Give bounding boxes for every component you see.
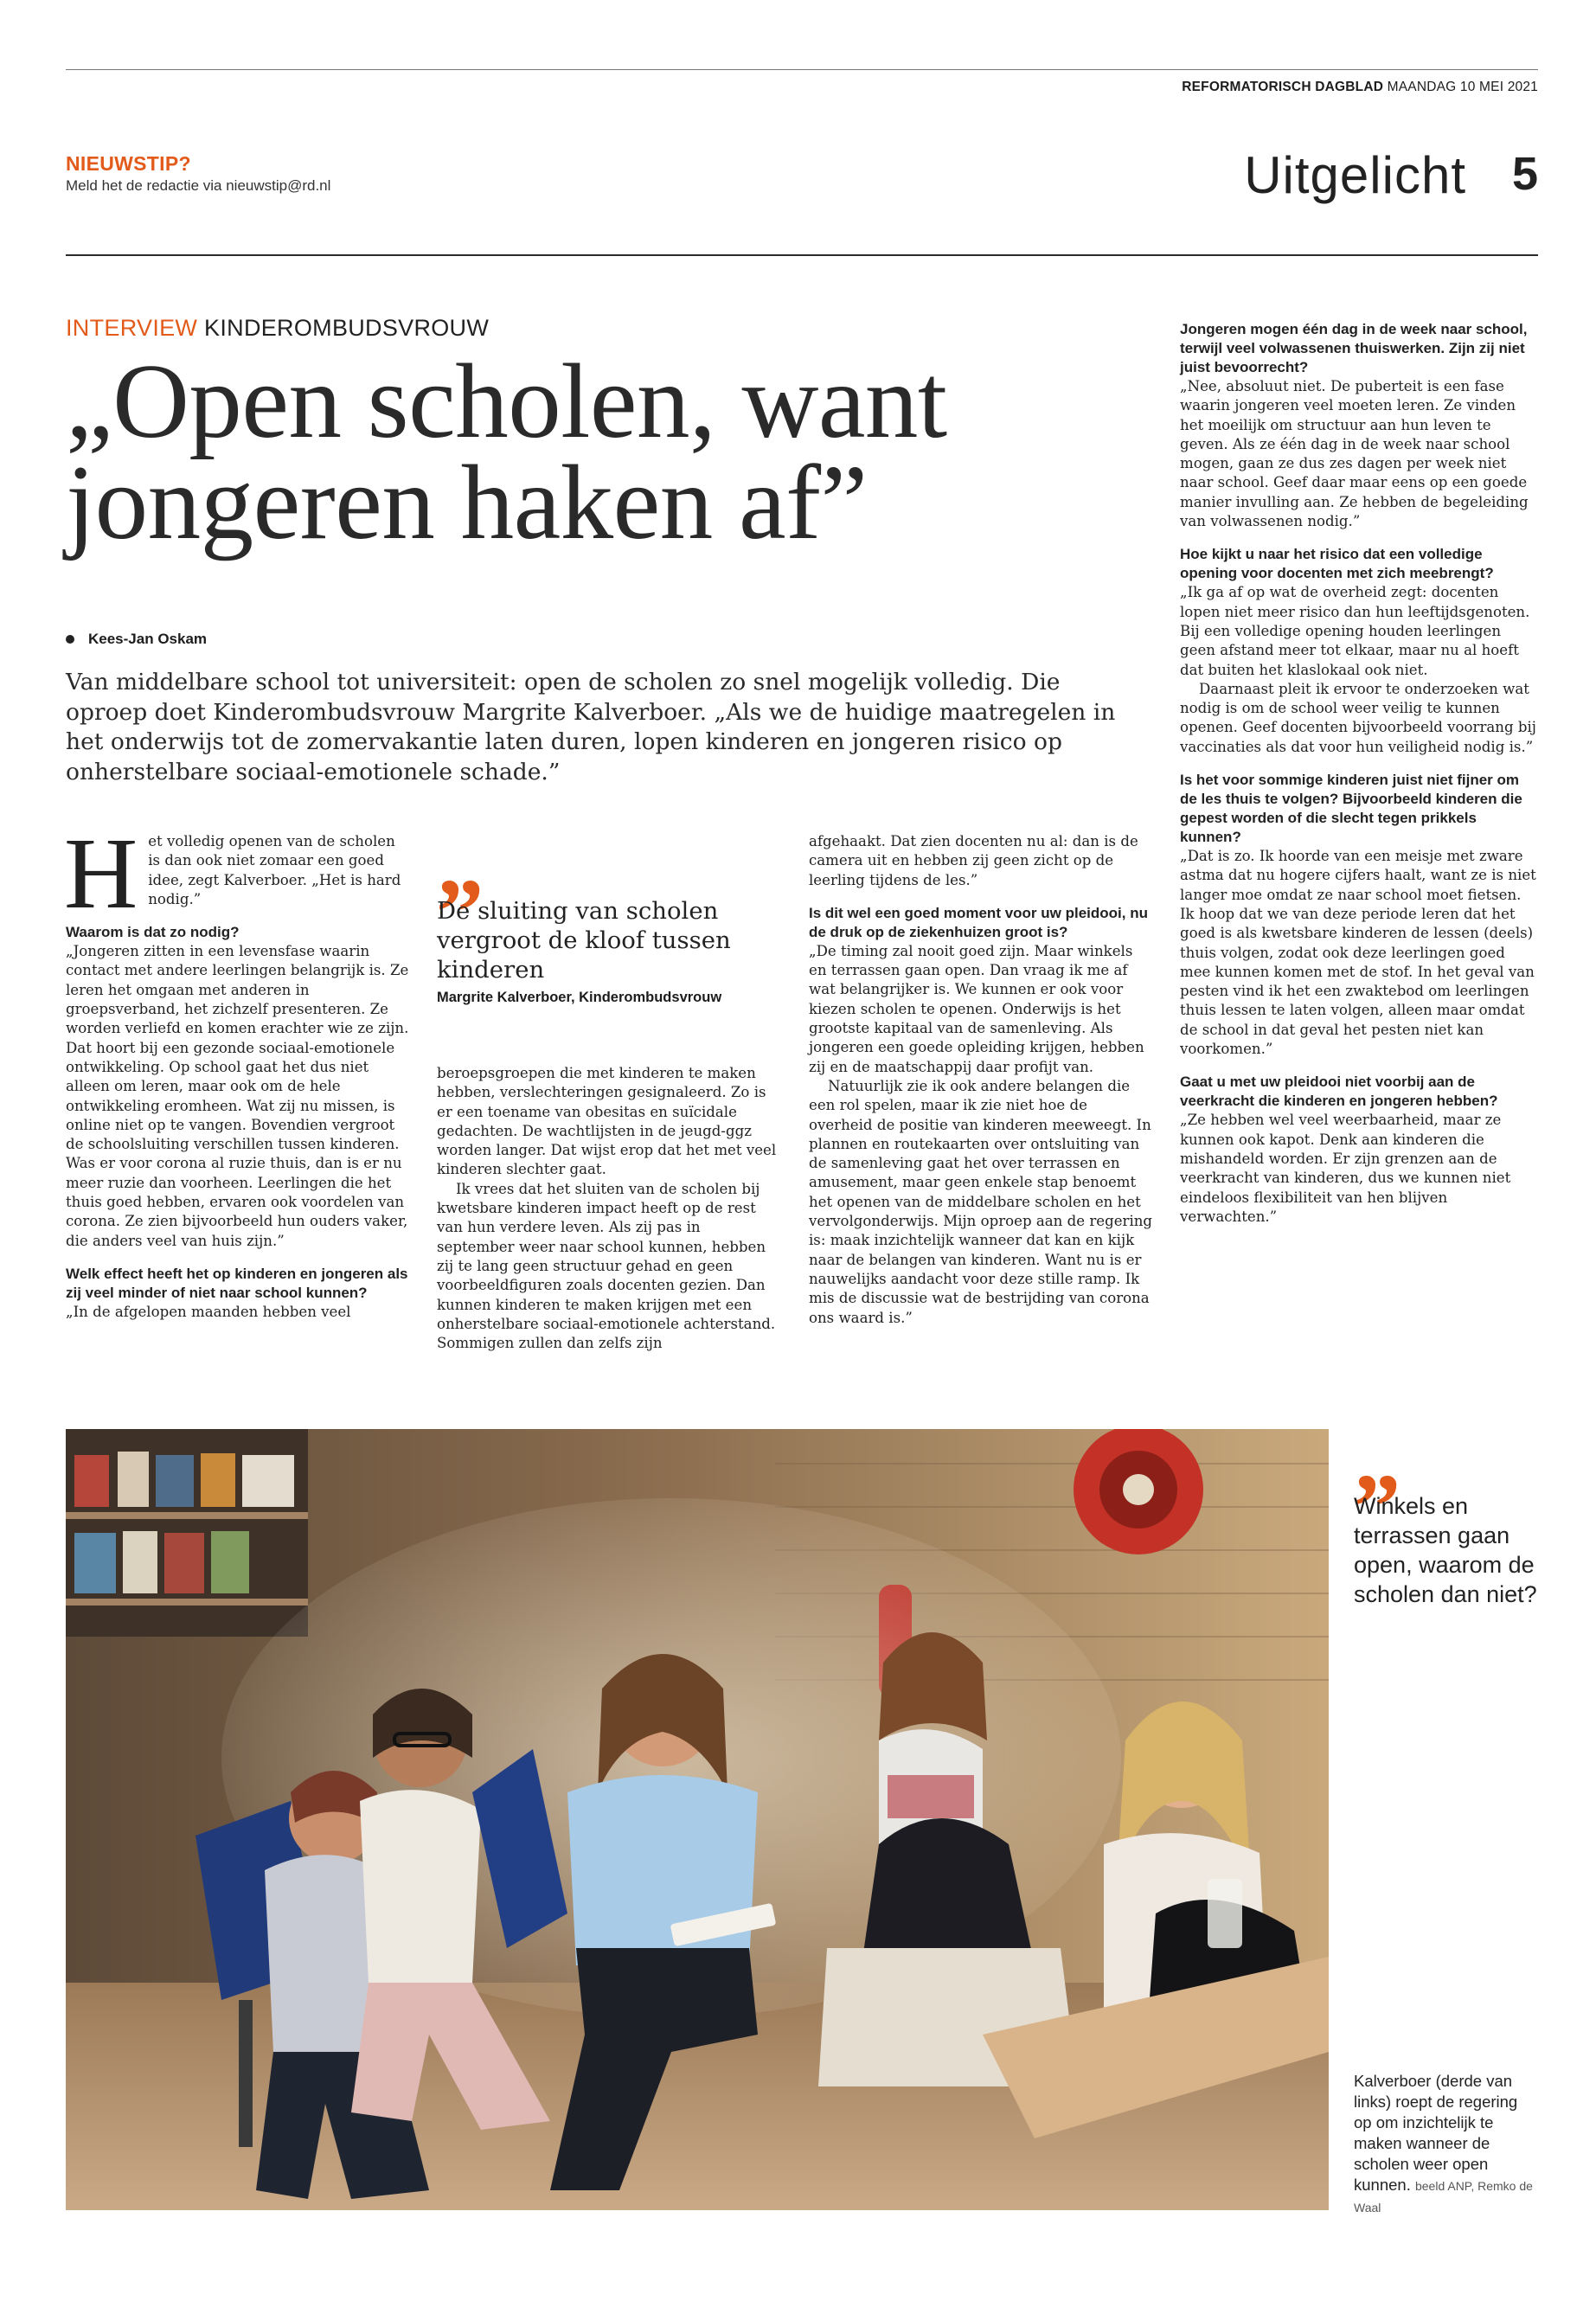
photo-credit: beeld ANP, Remko de Waal (1354, 2179, 1533, 2214)
top-rule (66, 69, 1538, 70)
headline (66, 342, 1147, 561)
page-number: 5 (1511, 148, 1538, 200)
interview-answer: „De timing zal nooit goed zijn. Maar winkels en terrassen gaan open. Dan vraag ik me af wat belangrijker is. We kunnen er ook voor kiezen scholen te openen. Onderwijs is het grootste kapitaal van de samenleving. Als jongeren een goede opleiding krijgen, hebben zij en de maatschappij daar profijt van. (809, 942, 1144, 1075)
author-name: Kees-Jan Oskam (88, 631, 208, 647)
paper-name: REFORMATORISCH DAGBLAD (1182, 80, 1384, 94)
lead-text: et volledig openen van de scholen is dan ook niet zomaar een goed idee, zegt Kalverboer. „Het is hard nodig.” (148, 833, 401, 907)
bullet-icon (66, 635, 74, 644)
interview-answer: „Ik ga af op wat de overheid zegt: docenten lopen niet meer risico dan hun leeftijdsgenoten. Bij een volledige opening houden leerlingen geen afstand meer tot elkaar, maar nu al hoeft dat buiten het klaslokaal ook niet. (1180, 584, 1530, 678)
article-column-2 (437, 1064, 781, 1353)
pull-quote-text: De sluiting van scholen vergroot de kloof tussen kinderen (437, 897, 731, 984)
article-column-1 (64, 817, 410, 1322)
interview-question: Waarom is dat zo nodig? (66, 924, 240, 941)
section-title: Uitgelicht (1244, 146, 1466, 204)
article-column-3 (809, 832, 1153, 1328)
issue-date: MAANDAG 10 MEI 2021 (1387, 80, 1538, 94)
side-pull-quote-text: Winkels en terrassen gaan open, waarom de scholen dan niet? (1354, 1493, 1537, 1607)
interview-question: Is dit wel een goed moment voor uw pleidooi, nu de druk op de ziekenhuizen groot is? (809, 904, 1148, 940)
body-paragraph: Ik vrees dat het sluiten van de scholen bij kwetsbare kinderen impact heeft op de rest van hun verdere leven. Als zij pas in september weer naar school kunnen, hebben zij te lang geen structuur gehad en geen voorbeeldfiguren zoals docenten gezien. Dan kunnen kinderen te maken krijgen met een onherstelbare sociaal-emotionele achterstand. Sommigen zullen dan zelfs zijn (437, 1180, 776, 1352)
interview-answer: Natuurlijk zie ik ook andere belangen die een rol spelen, maar ik zie niet hoe de overheid de positie van kinderen meeweegt. In plannen en routekaarten over ontsluiting van de samenleving gaat het over terrassen en amusement, maar geen enkele stap benoemt het openen van de middelbare scholen en het vervolgonderwijs. Mijn oproep aan de regering is: maak inzichtelijk wanneer dat kan en kijk naar de belangen van kinderen. Want nu is er nauwelijks aandacht voor deze stille ramp. Ik mis de discussie wat de bestrijding van corona ons waard is.” (809, 1077, 1153, 1326)
side-pull-quote (1354, 1405, 1544, 1609)
quote-mark-icon: „ (1354, 1405, 1393, 1510)
interview-question: Is het voor sommige kinderen juist niet fijner om de les thuis te volgen? Bijvoorbeeld kinderen die gepest worden of die slecht tegen prikkels kunnen? (1180, 772, 1522, 846)
interview-answer: „Ze hebben wel veel weerbaarheid, maar ze kunnen ook kapot. Denk aan kinderen die mishandeld worden. Er zijn grenzen aan de veerkracht van kinderen, dus we kunnen niet eindeloos flexibiliteit van hen blijven verwachten.” (1180, 1112, 1511, 1225)
interview-question: Welk effect heeft het op kinderen en jongeren als zij veel minder of niet naar school kunnen? (66, 1265, 408, 1301)
headline-line: „Open scholen, want (66, 342, 947, 460)
interview-answer: „Jongeren zitten in een levensfase waarin contact met andere leerlingen belangrijk is. Ze leren het omgaan met anderen in groepsverband, het zichzelf presenteren. Ze worden verliefd en komen erachter wie ze zijn. Dat hoort bij een gezonde sociaal-emotionele ontwikkeling. Op school gaat het dus niet alleen om leren, maar ook om de hele ontwikkeling eromheen. Wat zij nu missen, is online niet op te vangen. Bovendien vergroot de schoolsluiting verschillen tussen kinderen. Was er voor corona al ruzie thuis, dan is er nu meer ruzie dan voorheen. Leerlingen die het thuis goed hebben, ervaren ook voordelen van corona. Ze zien bijvoorbeeld hun ouders vaker, die anders veel van huis zijn.” (66, 943, 409, 1249)
header-rule (66, 254, 1538, 256)
body-paragraph: afgehaakt. Dat zien docenten nu al: dan is de camera uit en hebben zij geen zicht op de leerling tijdens de les.” (809, 833, 1138, 888)
news-tip-text: Meld het de redactie via nieuwstip@rd.nl (66, 177, 331, 194)
headline-line: jongeren haken af” (66, 443, 868, 561)
pull-quote (437, 810, 783, 1006)
interview-answer: „In de afgelopen maanden hebben veel (66, 1303, 351, 1320)
lead-paragraph (64, 817, 410, 930)
interview-question: Gaat u met uw pleidooi niet voorbij aan de veerkracht die kinderen en jongeren hebben? (1180, 1074, 1498, 1110)
interview-question: Hoe kijkt u naar het risico dat een volledige opening voor docenten met zich meebrengt? (1180, 546, 1494, 582)
caption-text: Kalverboer (derde van links) roept de regering op om inzichtelijk te maken wanneer de scholen weer open kunnen. (1354, 2072, 1518, 2194)
interview-answer: „Nee, absoluut niet. De puberteit is een fase waarin jongeren veel moeten leren. Ze vinden het moeilijk om structuur aan hun leven te geven. Als ze één dag in de week naar school mogen, gaan ze dus zes dagen per week niet naar school. Geef daar maar eens op een goede manier invulling aan. Ze hebben de begeleiding van volwassenen nodig.” (1180, 378, 1529, 530)
interview-answer: „Dat is zo. Ik hoorde van een meisje met zware astma dat nu hogere cijfers haalt, want ze is niet langer moe omdat ze naar school moet fietsen. Ik hoop dat we van deze periode leren dat het goed is als kwetsbare kinderen de lessen (deels) thuis volgen, zodat ook deze leerlingen goed mee kunnen komen met de stof. In het geval van pesten vind ik het een zwaktebod om leerlingen thuis lessen te laten volgen, alleen maar omdat de school in dat geval het pesten niet kan voorkomen.” (1180, 848, 1536, 1058)
photo-caption (1354, 2071, 1535, 2218)
article-photo (66, 1429, 1329, 2210)
interview-answer: Daarnaast pleit ik ervoor te onderzoeken wat nodig is om de school weer veilig te kunnen openen. Geef docenten bijvoorbeeld voorrang bij vaccinaties als dat voor hun veiligheid nodig is.” (1180, 680, 1536, 755)
masthead (1182, 80, 1538, 95)
interview-question: Jongeren mogen één dag in de week naar school, terwijl veel volwassenen thuiswerken. Zijn zij niet juist bevoorrecht? (1180, 321, 1528, 375)
article-column-4 (1180, 320, 1538, 1227)
drop-cap: H (64, 817, 138, 930)
pull-quote-source: Margrite Kalverboer, Kinderombudsvrouw (437, 990, 722, 1005)
classroom-photo-illustration (66, 1429, 1329, 2210)
article-kicker (66, 315, 489, 342)
byline (66, 631, 207, 648)
quote-mark-icon: „ (437, 810, 476, 915)
kicker-topic: KINDEROMBUDSVROUW (204, 315, 490, 341)
body-paragraph: beroepsgroepen die met kinderen te maken hebben, verslechteringen gesignaleerd. Zo is er een toename van obesitas en suïcidale gedachten. De wachtlijsten in de jeugd-ggz worden langer. Dat wijst erop dat het met veel kinderen slechter gaat. (437, 1065, 777, 1178)
news-tip-label: NIEUWSTIP? (66, 152, 191, 175)
kicker-accent: INTERVIEW (66, 315, 198, 341)
article-intro: Van middelbare school tot universiteit: open de scholen zo snel mogelijk volledig. Die oproep doet Kinderombudsvrouw Margrite Kalverboer. „Als we de huidige maatregelen in het onderwijs tot de zomervakantie laten duren, lopen kinderen en jongeren risico op onherstelbare sociaal-emotionele schade.” (66, 669, 1116, 785)
